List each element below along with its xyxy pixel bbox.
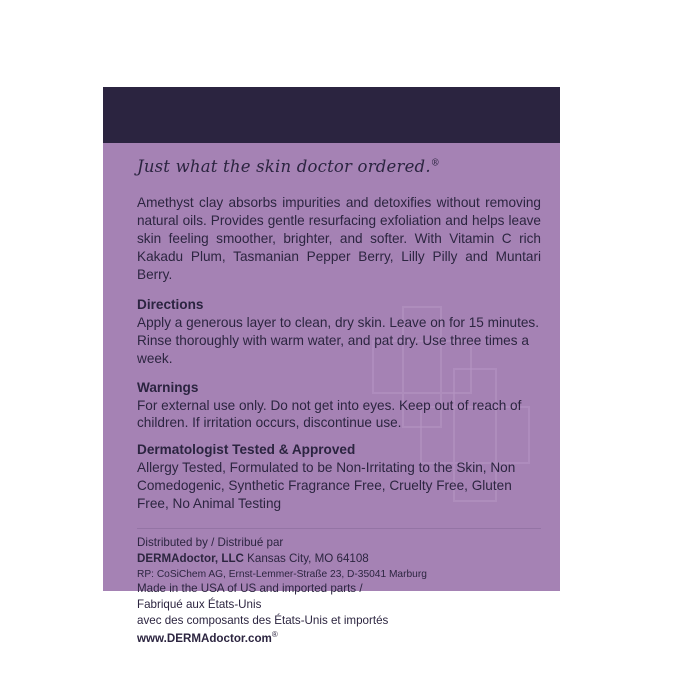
company-name: DERMAdoctor, LLC bbox=[137, 552, 244, 566]
section-title-dermatologist-tested: Dermatologist Tested & Approved bbox=[137, 442, 356, 458]
registered-mark: ® bbox=[430, 158, 440, 169]
section-title-directions: Directions bbox=[137, 296, 204, 312]
responsible-person-line: RP: CoSiChem AG, Ernst-Lemmer-Straße 23, D-35041 Marburg bbox=[137, 569, 427, 581]
company-line bbox=[137, 552, 542, 567]
label-content bbox=[137, 157, 542, 645]
brand-tagline-text: Just what the skin doctor ordered. bbox=[137, 157, 431, 176]
company-address: Kansas City, MO 64108 bbox=[247, 552, 369, 566]
product-package-panel bbox=[103, 87, 560, 645]
website-line bbox=[137, 630, 542, 645]
section-title-warnings: Warnings bbox=[137, 379, 199, 395]
section-body-dermatologist-tested: Allergy Tested, Formulated to be Non-Irritating to the Skin, Non Comedogenic, Synthetic Fragrance Free, Cruelty Free, Gluten Free, No Animal Testing bbox=[137, 460, 516, 511]
brand-tagline bbox=[137, 157, 542, 176]
distributed-by-label: Distributed by / Distribué par bbox=[137, 536, 284, 550]
package-top-band bbox=[103, 87, 560, 143]
made-in-line-2: Fabriqué aux États-Unis bbox=[137, 598, 262, 612]
website-registered-mark: ® bbox=[271, 629, 278, 639]
made-in-line-3: avec des composants des États-Unis et importés bbox=[137, 613, 389, 627]
legal-divider bbox=[137, 528, 541, 529]
website-url: www.DERMAdoctor.com bbox=[137, 631, 272, 645]
section-body-directions: Apply a generous layer to clean, dry skin. Leave on for 15 minutes. Rinse thoroughly with warm water, and pat dry. Use three times a week. bbox=[137, 314, 539, 366]
made-in-line-1: Made in the USA of US and imported parts / bbox=[137, 582, 363, 596]
section-body-warnings: For external use only. Do not get into eyes. Keep out of reach of children. If irritation occurs, discontinue use. bbox=[137, 397, 522, 431]
product-description: Amethyst clay absorbs impurities and detoxifies without removing natural oils. Provides gentle resurfacing exfoliation and helps leave skin feeling smoother, brighter, and softer. With Vitamin C rich Kakadu Plum, Tasmanian Pepper Berry, Lilly Pilly and Muntari Berry. bbox=[137, 195, 541, 282]
